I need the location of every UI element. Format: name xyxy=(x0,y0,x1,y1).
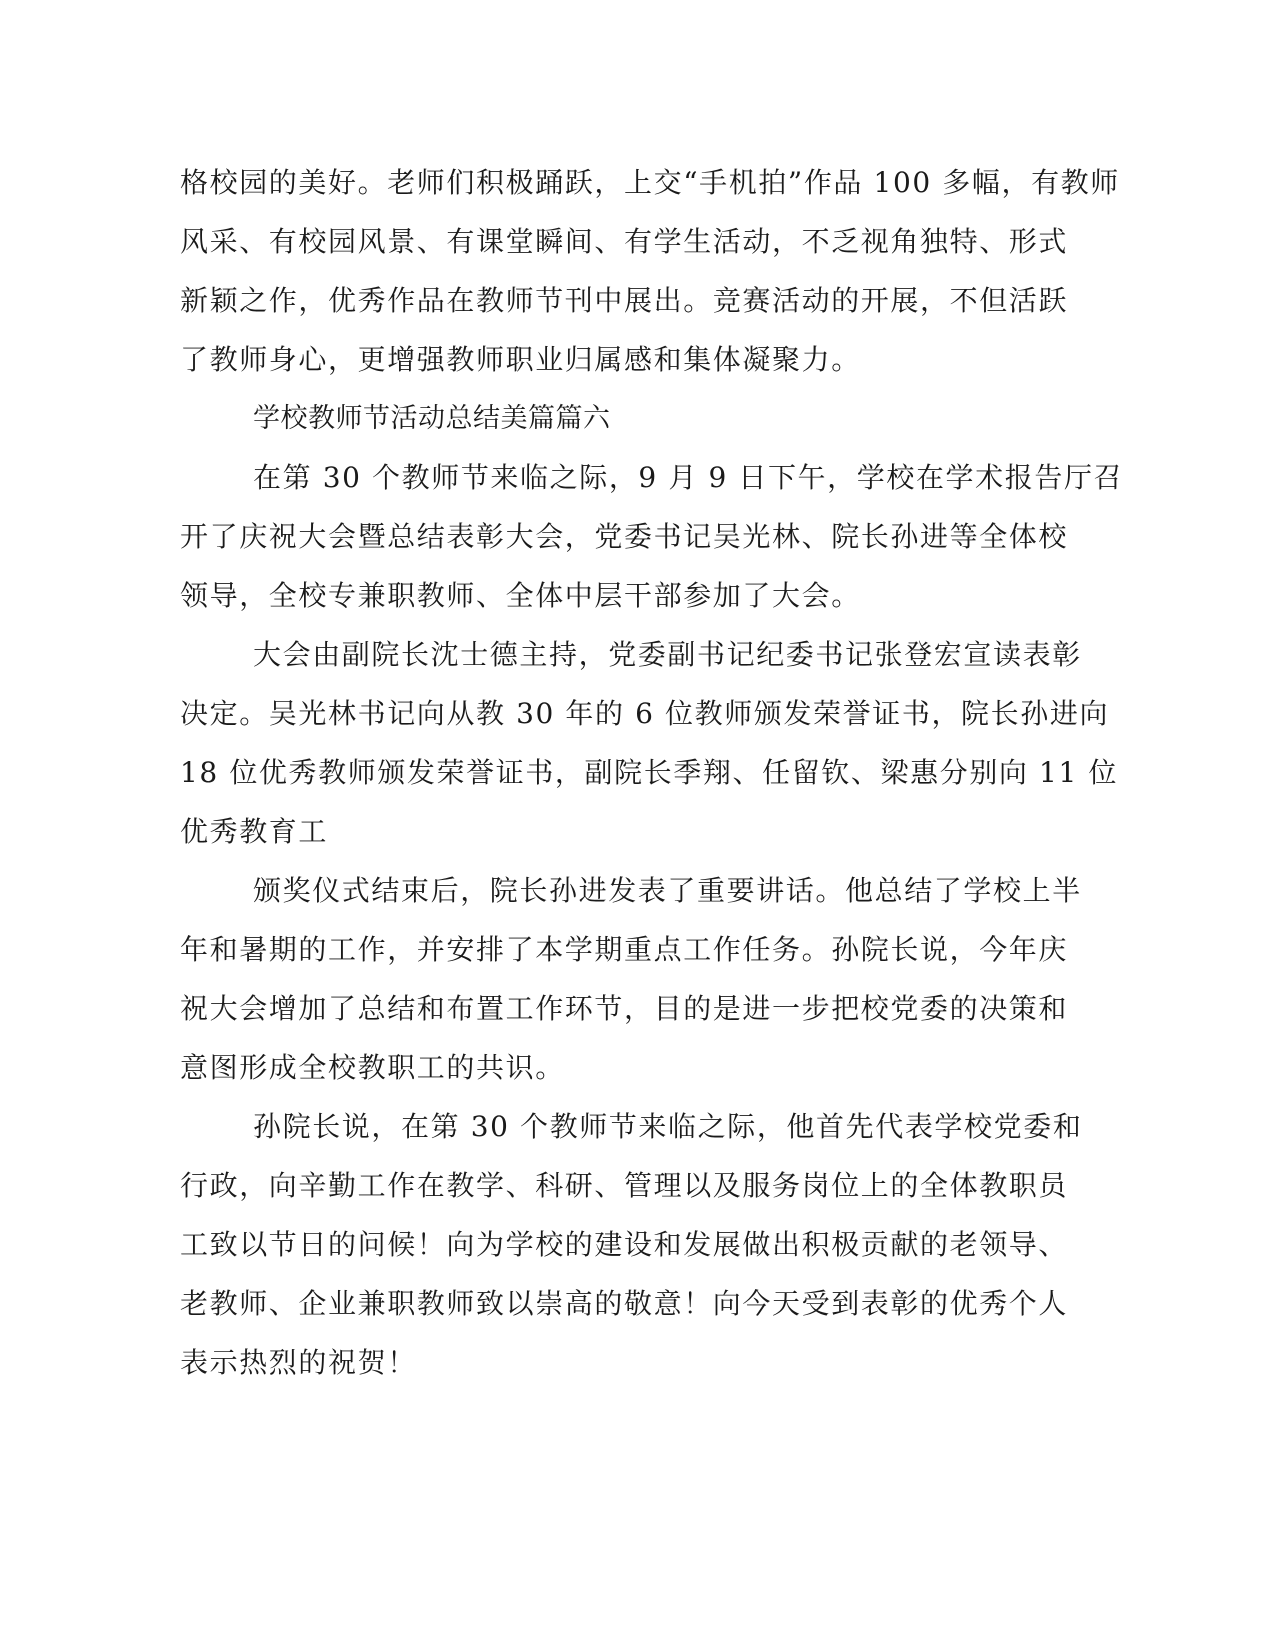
text-line: 颁奖仪式结束后，院长孙进发表了重要讲话。他总结了学校上半 xyxy=(253,874,1082,907)
text-line: 格校园的美好。老师们积极踊跃，上交“手机拍”作品 100 多幅，有教师 xyxy=(180,166,1120,199)
text-line: 工致以节日的问候！向为学校的建设和发展做出积极贡献的老领导、 xyxy=(180,1228,1069,1261)
section-heading: 学校教师节活动总结美篇篇六 xyxy=(253,403,611,434)
document-body xyxy=(180,153,1124,1392)
text-line: 老教师、企业兼职教师致以崇高的敬意！向今天受到表彰的优秀个人 xyxy=(180,1287,1069,1320)
text-line: 孙院长说，在第 30 个教师节来临之际，他首先代表学校党委和 xyxy=(253,1110,1083,1143)
text-line: 年和暑期的工作，并安排了本学期重点工作任务。孙院长说，今年庆 xyxy=(180,933,1069,966)
text-line: 祝大会增加了总结和布置工作环节，目的是进一步把校党委的决策和 xyxy=(180,992,1069,1025)
text-line: 优秀教育工 xyxy=(180,815,329,848)
text-line: 了教师身心，更增强教师职业归属感和集体凝聚力。 xyxy=(180,343,861,376)
text-line: 领导，全校专兼职教师、全体中层干部参加了大会。 xyxy=(180,579,861,612)
text-line: 在第 30 个教师节来临之际，9 月 9 日下午，学校在学术报告厅召 xyxy=(253,461,1124,494)
text-line: 风采、有校园风景、有课堂瞬间、有学生活动，不乏视角独特、形式 xyxy=(180,225,1069,258)
text-line: 决定。吴光林书记向从教 30 年的 6 位教师颁发荣誉证书，院长孙进向 xyxy=(180,697,1110,730)
text-line: 行政，向辛勤工作在教学、科研、管理以及服务岗位上的全体教职员 xyxy=(180,1169,1069,1202)
text-line: 新颖之作，优秀作品在教师节刊中展出。竞赛活动的开展，不但活跃 xyxy=(180,284,1069,317)
text-line: 开了庆祝大会暨总结表彰大会，党委书记吴光林、院长孙进等全体校 xyxy=(180,520,1069,553)
text-line: 18 位优秀教师颁发荣誉证书，副院长季翔、任留钦、梁惠分别向 11 位 xyxy=(180,756,1118,789)
text-line: 表示热烈的祝贺！ xyxy=(180,1346,417,1379)
text-line: 大会由副院长沈士德主持，党委副书记纪委书记张登宏宣读表彰 xyxy=(253,638,1082,671)
text-line: 意图形成全校教职工的共识。 xyxy=(180,1051,565,1084)
